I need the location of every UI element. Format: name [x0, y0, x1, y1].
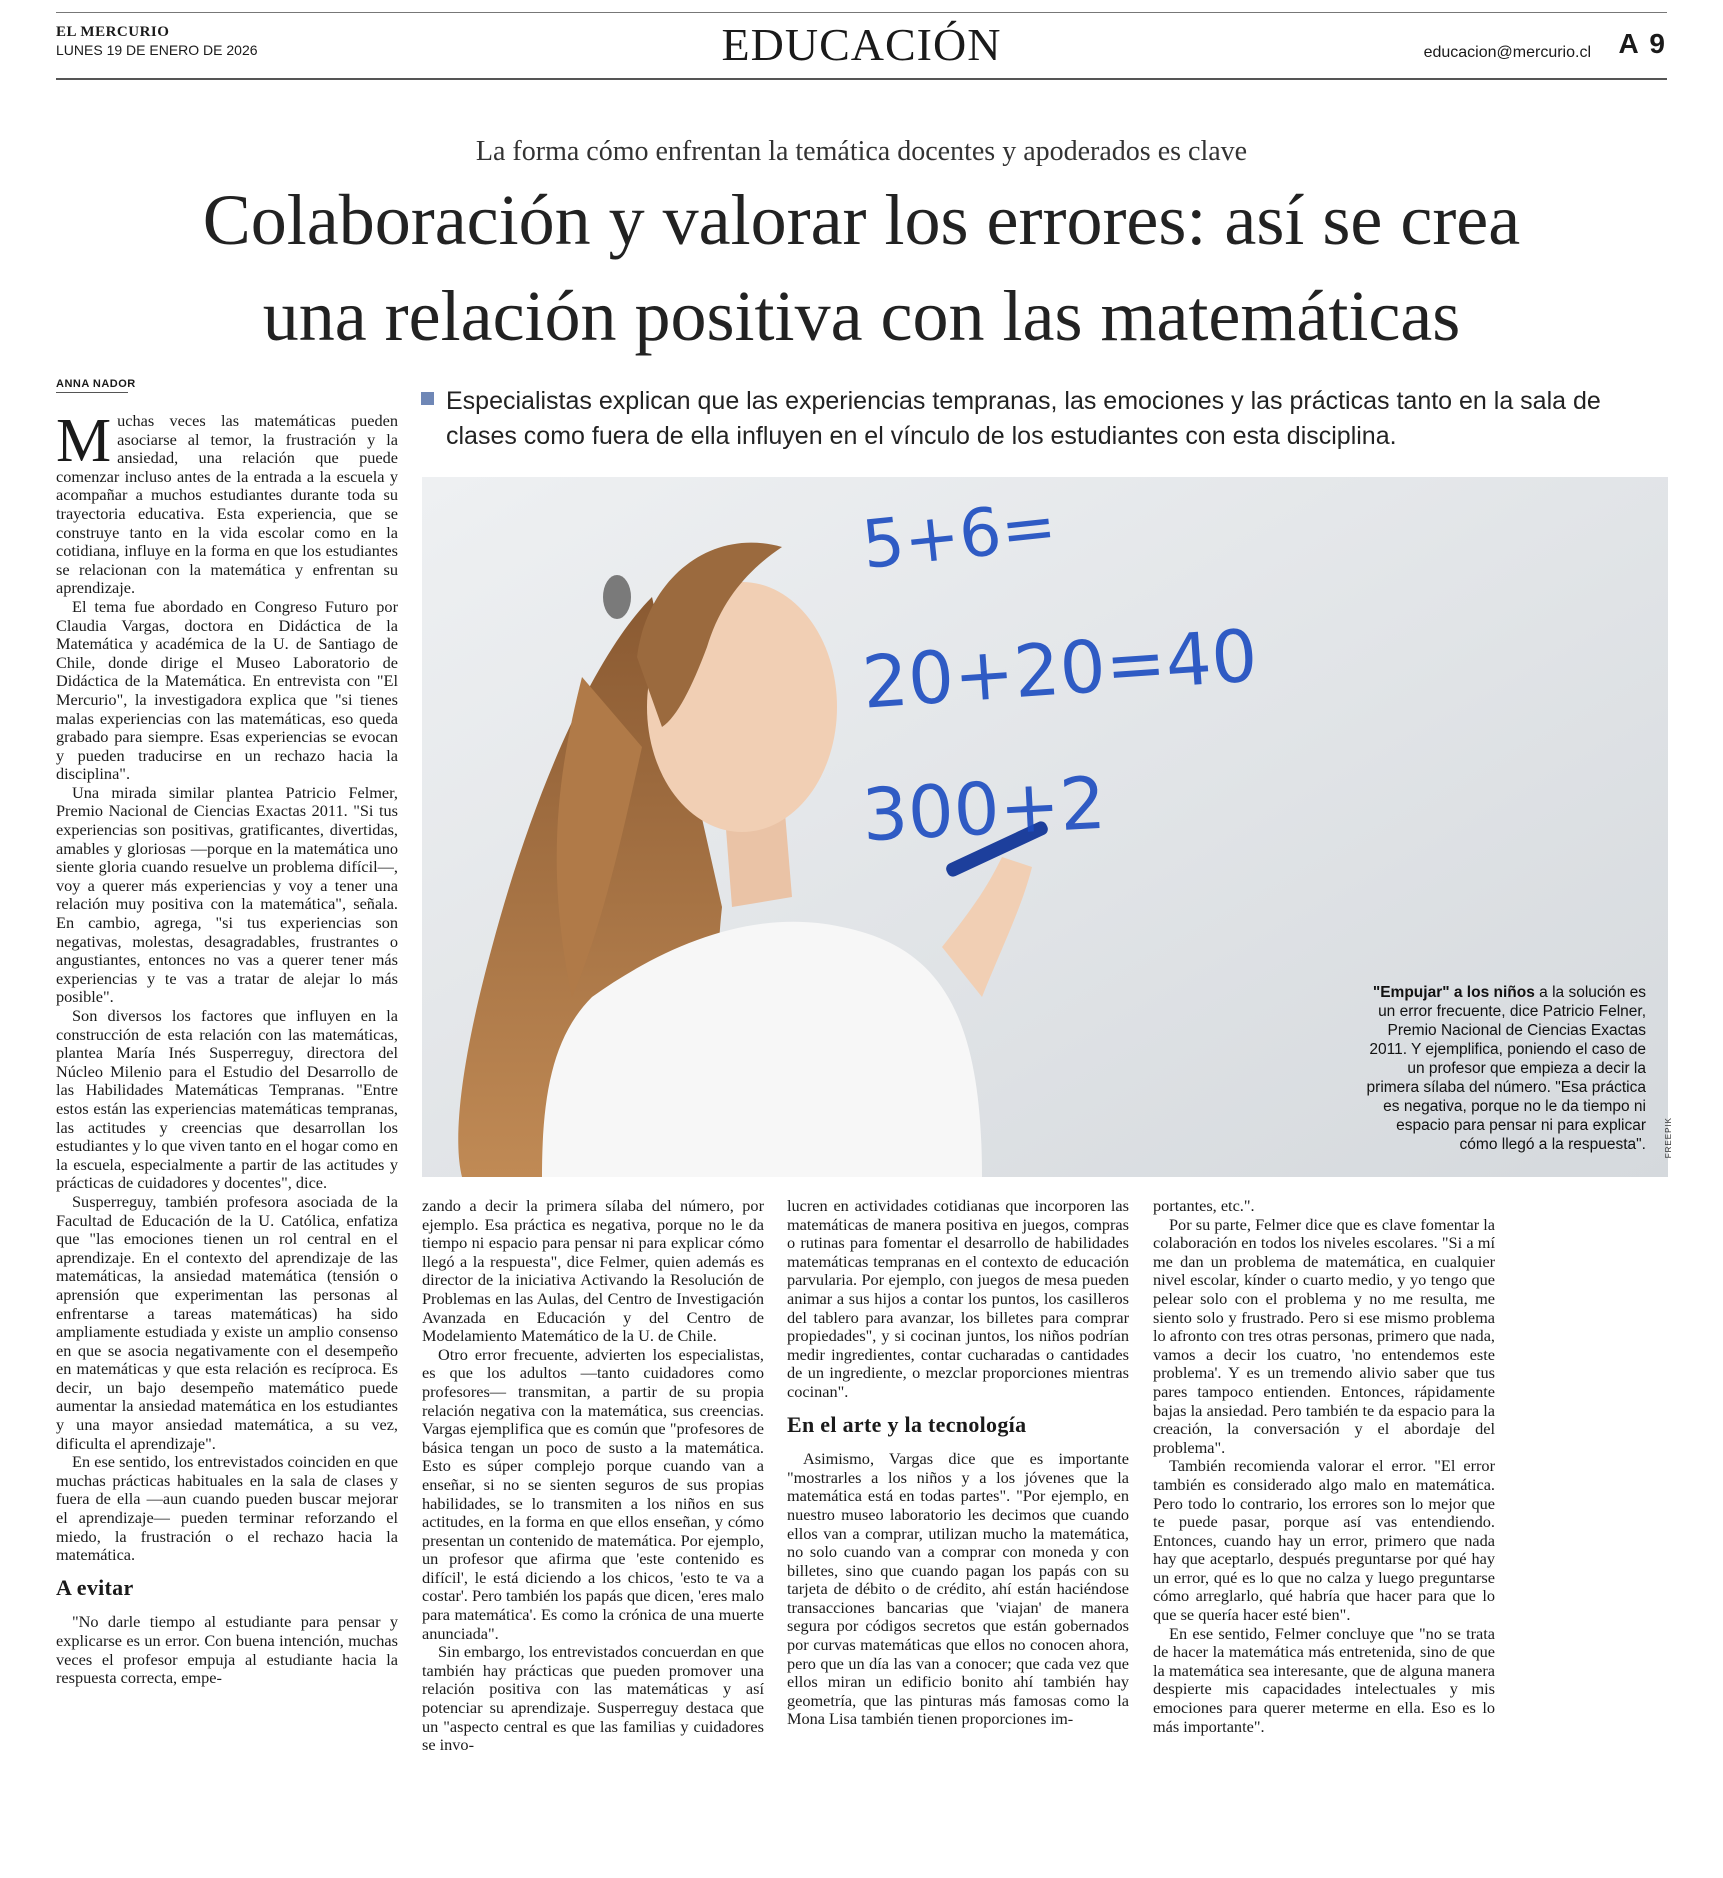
paragraph: El tema fue abordado en Congreso Futuro por Claudia Vargas, doctora en Didáctica de la Matemática y académica de la U. de Santiago de Chile, donde dirige el Museo Laboratorio de Didáctica de la Matemática. En entrevista con "El Mercurio", la investigadora explica que "si tienes malas experiencias con las matemáticas, eso queda grabado para siempre. Esas experiencias se evocan y pueden traducirse en un rechazo hacia la disciplina". [56, 596, 398, 784]
headline-line-1: Colaboración y valorar los errores: así se crea [202, 180, 1521, 260]
paragraph: "No darle tiempo al estudiante para pensar y explicarse es un error. Con buena intención, muchas veces el profesor empuja al estudiante hacia la respuesta correcta, empe- [56, 1612, 398, 1688]
header-rule [56, 78, 1667, 80]
dek-bullet-icon [421, 392, 434, 405]
page-number: A 9 [1618, 28, 1667, 59]
paragraph: Son diversos los factores que influyen en la construcción de esta relación con las matemáticas, plantea María Inés Susperreguy, directora del Núcleo Milenio para el Estudio del Desarrollo de las Habilidades Matemáticas Tempranas. "Entre estos están las experiencias matemáticas tempranas, las actitudes y creencias que desarrollan los estudiantes y lo que viven tanto en el hogar como en la escuela, especialmente a partir de las actitudes y prácticas de cuidadores y docentes", dice. [56, 1006, 398, 1193]
article-kicker: La forma cómo enfrentan la temática docentes y apoderados es clave [475, 136, 1248, 167]
text-column-3 [787, 1197, 1129, 1729]
text-column-1 [56, 407, 398, 1688]
photo-credit: FREEPIK [1664, 1117, 1673, 1159]
top-rule [56, 12, 1667, 13]
headline-line-2: una relación positiva con las matemáticas [262, 276, 1461, 356]
subheading-a-evitar: A evitar [56, 1574, 134, 1600]
paragraph: Susperreguy, también profesora asociada de la Facultad de Educación de la U. Católica, enfatiza que "las emociones tienen un rol central en el aprendizaje. En el contexto del aprendizaje de las matemáticas, la ansiedad matemática (tensión o aprensión que experimentan las personas al enfrentarse a tareas matemáticas) ha sido ampliamente estudiada y existe un amplio consenso en que se asocia negativamente con el desempeño en matemáticas y que esta relación es recíproca. Es decir, un bajo desempeño matemático puede aumentar la ansiedad matemática en los estudiantes y una mayor ansiedad matemática, a su vez, dificulta el aprendizaje". [56, 1191, 398, 1453]
paragraph: lucren en actividades cotidianas que incorporen las matemáticas de manera positiva en juegos, compras o rutinas para fomentar el desarrollo de habilidades matemáticas tempranas en el contexto de educación parvularia. Por ejemplo, con juegos de mesa pueden animar a sus hijos a contar los puntos, los casilleros del tablero para avanzar, los billetes para comprar propiedades", y si cocinan juntos, los niños podrían medir ingredientes, contar cucharadas o cantidades de un ingrediente, o mezclar proporciones mientras cocinan". [787, 1196, 1129, 1401]
caption-text: a la solución es un error frecuente, dice Patricio Felner, Premio Nacional de Ciencias Exactas 2011. Y ejemplifica, poniendo el caso de un profesor que empieza a decir la primera sílaba del número. "Esa práctica es negativa, porque no le da tiempo ni espacio para pensar ni para explicar cómo llegó a la respuesta". [1366, 984, 1646, 1153]
paragraph: En ese sentido, Felmer concluye que "no se trata de hacer la matemática más entretenida, sino de que la matemática sea interesante, que de alguna manera despierte mis capacidades intelectuales y mis emociones para querer meterme en ella. Eso es lo más importante". [1153, 1623, 1495, 1736]
paragraph: zando a decir la primera sílaba del número, por ejemplo. Esa práctica es negativa, porque no le da tiempo ni espacio para pensar ni para explicar cómo llegó a la respuesta", dice Felmer, quien además es director de la iniciativa Activando la Resolución de Problemas en las Aulas, del Centro de Investigación Avanzada en Educación y del Centro de Modelamiento Matemático de la U. de Chile. [422, 1196, 764, 1346]
paragraph: Una mirada similar plantea Patricio Felmer, Premio Nacional de Ciencias Exactas 2011. "Si tus experiencias son positivas, gratificantes, divertidas, amables y gloriosas —porque en la matemática uno siente gloria cuando resuelve un problema difícil—, voy a querer más experiencias y voy a tener una relación muy positiva con la matemática", señala. En cambio, agrega, "si tus experiencias son negativas, molestas, desagradables, frustrantes o angustiantes, entonces no vas a querer tener más experiencias y te vas a tratar de alejar lo más posible". [56, 782, 398, 1007]
board-line-3: 300+2 [859, 760, 1108, 858]
text-column-4 [1153, 1197, 1495, 1736]
byline-rule [56, 392, 128, 393]
paragraph: portantes, etc.". [1153, 1196, 1255, 1215]
drop-cap: M [56, 407, 112, 475]
board-line-2: 20+20=40 [859, 613, 1260, 725]
paragraph: Por su parte, Felmer dice que es clave fomentar la colaboración en todos los niveles escolares. "Si a mí me dan un problema de matemática, en cualquier nivel escolar, kínder o cuarto medio, y yo tengo que pelear solo con el problema y no me resulta, me siento solo y frustrado. Pero si ese mismo problema lo afronto con tres otras personas, primero que nada, vamos a decir los cuatro, 'no entendemos este problema'. Y es un tremendo alivio saber que tus pares tampoco entienden. Entonces, rápidamente bajas la ansiedad. Pero también te da espacio para la creación, la conversación y el abordaje del problema". [1153, 1214, 1495, 1457]
board-line-1: 5+6= [858, 487, 1061, 584]
paragraph-text: uchas veces las matemáticas pueden asociarse al temor, la frustración y la ansiedad, una relación que puede comenzar incluso antes de la entrada a la escuela y acompañar a muchos estudiantes durante toda su trayectoria educativa. Esta experiencia, que se construye tanto en la vida escolar como en la cotidiana, influye en la forma en que los estudiantes se relacionan con la matemática y enfrentan su aprendizaje. [56, 411, 398, 598]
section-email: educacion@mercurio.cl [1423, 44, 1591, 61]
article-photo [422, 477, 1673, 1177]
caption-lead: "Empujar" a los niños [1372, 984, 1535, 1001]
paragraph: En ese sentido, los entrevistados coinciden en que muchas prácticas habituales en la sala de clases y fuera de ella —aun cuando pueden buscar mejorar el aprendizaje— pueden terminar reforzando el miedo, la frustración o el rechazo hacia la matemática. [56, 1452, 398, 1565]
paragraph: Sin embargo, los entrevistados concuerdan en que también hay prácticas que pueden promover una relación positiva con las matemáticas y así potenciar su aprendizaje. Susperreguy destaca que un "aspecto central es que las familias y cuidadores se invo- [422, 1642, 764, 1755]
byline: ANNA NADOR [56, 378, 136, 390]
paragraph: Otro error frecuente, advierten los especialistas, es que los adultos —tanto cuidadores como profesores— transmitan, a partir de su propia relación negativa con la matemática, sus creencias. Vargas ejemplifica que es común que "profesores de básica tengan un poco de susto a la matemática. Esto es súper complejo porque cuando van a enseñar, si no se sienten seguros de sus propias habilidades, se lo transmiten a los niños en sus actitudes, en la forma en que ellos enseñan, y cómo presentan un contenido de matemática. Por ejemplo, un profesor que afirma que 'este contenido es difícil', le está diciendo a los chicos, 'esto te va a costar'. Pero también los papás que dicen, 'eres malo para matemática'. Es como la crónica de una muerte anunciada". [422, 1344, 764, 1643]
section-title: EDUCACIÓN [721, 19, 1002, 70]
text-column-2 [422, 1197, 764, 1755]
masthead-logo: EL MERCURIO [56, 24, 170, 40]
paragraph: Asimismo, Vargas dice que es importante "mostrarles a los niños y a los jóvenes que la matemática está en todas partes". "Por ejemplo, en nuestro museo laboratorio les decimos que cuando ellos van a comprar, utilizan mucho la matemática, no solo cuando van a comprar con moneda y con billetes, sino que cuando pagan los papás con su tarjeta de débito o de crédito, ahí están haciéndose transacciones bancarias que 'viajan' de manera segura por códigos secretos que están gobernados por curvas matemáticas que ellos no conocen ahora, pero que un día las van a conocer; que cada vez que ellos miran un edificio bonito ahí también hay geometría, que las pinturas más famosas como la Mona Lisa también tienen proporciones im- [787, 1449, 1129, 1729]
paragraph: También recomienda valorar el error. "El error también es considerado algo malo en matemática. Pero todo lo contrario, los errores son lo mejor que te puede pasar, porque así vas entendiendo. Entonces, cuando hay un error, primero que nada hay que aceptarlo, después preguntarse por qué hay un error, qué es lo que no calza y luego preguntarse cómo arreglarlo, qué habría que hacer para que lo que se quería hacer esté bien". [1153, 1456, 1495, 1625]
paragraph [56, 407, 398, 598]
article-headline [60, 172, 1663, 364]
subheading-arte-tecnologia: En el arte y la tecnología [787, 1411, 1027, 1437]
article-dek: Especialistas explican que las experiencias tempranas, las emociones y las prácticas tanto en la sala de clases como fuera de ella influyen en el vínculo de los estudiantes con esta disciplina. [446, 387, 1601, 450]
photo-caption [1356, 983, 1646, 1154]
issue-date: LUNES 19 DE ENERO DE 2026 [56, 42, 258, 58]
